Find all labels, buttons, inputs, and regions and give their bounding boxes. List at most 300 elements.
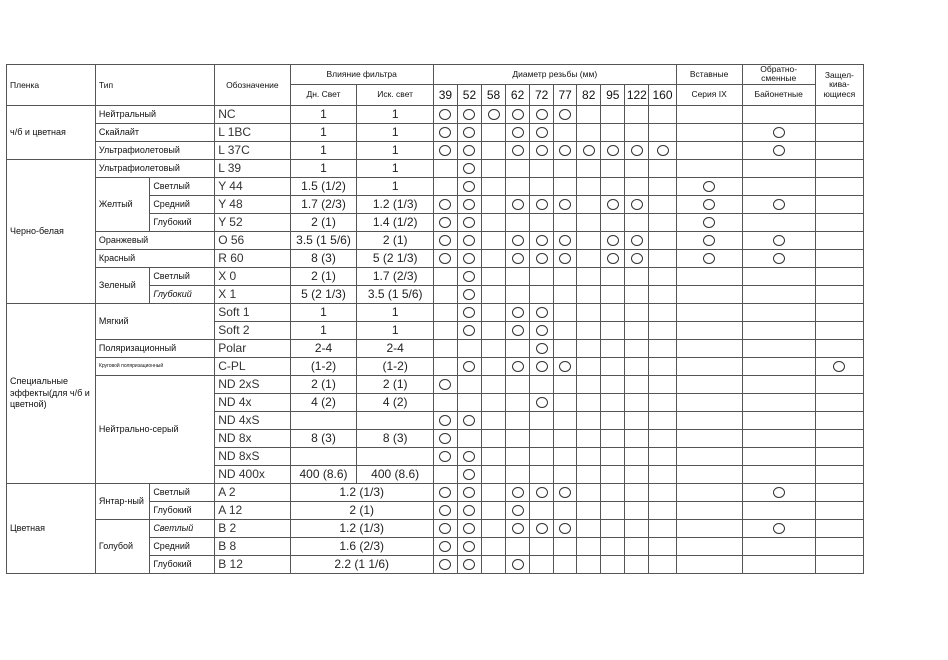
filter-type-label: Ультрафиолетовый [95, 159, 214, 177]
diameter-mark [577, 429, 601, 447]
daylight-factor: 1.5 (1/2) [290, 177, 357, 195]
availability-circle-icon [463, 145, 475, 156]
diameter-mark [649, 321, 676, 339]
latching-mark [815, 357, 863, 375]
insertable-mark [676, 339, 742, 357]
artificial-factor: 2 (1) [357, 375, 433, 393]
table-row [7, 339, 864, 357]
availability-circle-icon [463, 271, 475, 282]
diameter-mark [457, 231, 481, 249]
header-insertable: Вставные [676, 65, 742, 85]
diameter-mark [649, 465, 676, 483]
diameter-mark [625, 411, 649, 429]
bayonet-mark [742, 465, 815, 483]
designation-code: Y 52 [215, 213, 290, 231]
diameter-mark [481, 303, 505, 321]
availability-circle-icon [833, 361, 845, 372]
diameter-mark [457, 123, 481, 141]
diameter-mark [601, 465, 625, 483]
header-series: Серия IX [676, 84, 742, 105]
diameter-mark [601, 123, 625, 141]
insertable-mark [676, 555, 742, 573]
diameter-mark [481, 501, 505, 519]
availability-circle-icon [488, 109, 500, 120]
diameter-mark [625, 537, 649, 555]
diameter-mark [625, 177, 649, 195]
diameter-mark [433, 339, 457, 357]
diameter-mark [506, 537, 530, 555]
diameter-mark [481, 249, 505, 267]
insertable-mark [676, 321, 742, 339]
availability-circle-icon [773, 235, 785, 246]
diameter-mark [649, 375, 676, 393]
artificial-factor: 1 [357, 177, 433, 195]
availability-circle-icon [536, 235, 548, 246]
diameter-mark [577, 213, 601, 231]
availability-circle-icon [439, 379, 451, 390]
designation-code: ND 2xS [215, 375, 290, 393]
diameter-mark [577, 267, 601, 285]
availability-circle-icon [773, 199, 785, 210]
availability-circle-icon [439, 505, 451, 516]
designation-code: Y 48 [215, 195, 290, 213]
daylight-factor: 1 [290, 159, 357, 177]
availability-circle-icon [463, 199, 475, 210]
diameter-mark [433, 429, 457, 447]
availability-circle-icon [536, 397, 548, 408]
diameter-mark [577, 321, 601, 339]
availability-circle-icon [439, 523, 451, 534]
availability-circle-icon [463, 361, 475, 372]
diameter-mark [481, 357, 505, 375]
diameter-mark [554, 501, 577, 519]
diameter-mark [457, 249, 481, 267]
availability-circle-icon [463, 469, 475, 480]
diameter-mark [625, 159, 649, 177]
availability-circle-icon [439, 451, 451, 462]
latching-mark [815, 267, 863, 285]
diameter-mark [649, 285, 676, 303]
diameter-mark [625, 483, 649, 501]
diameter-mark [457, 519, 481, 537]
artificial-factor: 4 (2) [357, 393, 433, 411]
bayonet-mark [742, 141, 815, 159]
latching-mark [815, 141, 863, 159]
filter-factor: 1.6 (2/3) [290, 537, 433, 555]
diameter-mark [649, 411, 676, 429]
diameter-mark [506, 411, 530, 429]
availability-circle-icon [559, 523, 571, 534]
diameter-mark [530, 339, 554, 357]
diameter-mark [506, 141, 530, 159]
artificial-factor: 400 (8.6) [357, 465, 433, 483]
diameter-mark [625, 447, 649, 465]
header-film: Пленка [7, 65, 96, 106]
availability-circle-icon [512, 325, 524, 336]
diameter-mark [601, 231, 625, 249]
diameter-mark [433, 159, 457, 177]
bayonet-mark [742, 375, 815, 393]
bayonet-mark [742, 429, 815, 447]
header-designation: Обозначение [215, 65, 290, 106]
diameter-mark [625, 321, 649, 339]
insertable-mark [676, 123, 742, 141]
latching-mark [815, 177, 863, 195]
diameter-mark [506, 177, 530, 195]
diameter-mark [625, 465, 649, 483]
diameter-mark [601, 195, 625, 213]
header-bayonet: Байонетные [742, 84, 815, 105]
availability-circle-icon [439, 415, 451, 426]
artificial-factor: 1 [357, 303, 433, 321]
diameter-mark [601, 411, 625, 429]
diameter-mark [506, 519, 530, 537]
availability-circle-icon [631, 235, 643, 246]
daylight-factor: (1-2) [290, 357, 357, 375]
bayonet-mark [742, 231, 815, 249]
latching-mark [815, 411, 863, 429]
diameter-mark [457, 321, 481, 339]
diameter-header: 77 [554, 84, 577, 105]
diameter-mark [530, 123, 554, 141]
table-row [7, 123, 864, 141]
diameter-header: 58 [481, 84, 505, 105]
diameter-mark [554, 429, 577, 447]
diameter-header: 122 [625, 84, 649, 105]
latching-mark [815, 393, 863, 411]
latching-mark [815, 231, 863, 249]
diameter-mark [554, 141, 577, 159]
diameter-mark [577, 519, 601, 537]
diameter-header: 160 [649, 84, 676, 105]
availability-circle-icon [536, 307, 548, 318]
diameter-mark [481, 465, 505, 483]
daylight-factor: 2 (1) [290, 267, 357, 285]
diameter-mark [481, 285, 505, 303]
daylight-factor: 2-4 [290, 339, 357, 357]
diameter-mark [554, 177, 577, 195]
diameter-mark [601, 105, 625, 123]
bayonet-mark [742, 249, 815, 267]
filter-type-label: Нейтральный [95, 105, 214, 123]
diameter-mark [481, 213, 505, 231]
diameter-mark [433, 249, 457, 267]
insertable-mark [676, 465, 742, 483]
availability-circle-icon [463, 181, 475, 192]
designation-code: Soft 2 [215, 321, 290, 339]
table-row [7, 483, 864, 501]
designation-code: ND 4xS [215, 411, 290, 429]
diameter-mark [554, 375, 577, 393]
header-latching: Защел-кива-ющиеся [815, 65, 863, 106]
availability-circle-icon [559, 253, 571, 264]
diameter-mark [554, 231, 577, 249]
diameter-mark [481, 537, 505, 555]
diameter-mark [506, 357, 530, 375]
diameter-mark [577, 483, 601, 501]
diameter-mark [554, 483, 577, 501]
diameter-mark [433, 267, 457, 285]
artificial-factor: (1-2) [357, 357, 433, 375]
availability-circle-icon [607, 235, 619, 246]
artificial-factor: 1 [357, 105, 433, 123]
diameter-mark [554, 123, 577, 141]
availability-circle-icon [607, 199, 619, 210]
availability-circle-icon [439, 433, 451, 444]
availability-circle-icon [773, 127, 785, 138]
diameter-mark [506, 501, 530, 519]
insertable-mark [676, 501, 742, 519]
diameter-mark [577, 285, 601, 303]
diameter-mark [554, 285, 577, 303]
availability-circle-icon [439, 127, 451, 138]
availability-circle-icon [512, 109, 524, 120]
diameter-mark [577, 537, 601, 555]
filter-type-label: Желтый [95, 177, 149, 231]
filter-type-label: Оранжевый [95, 231, 214, 249]
diameter-mark [457, 303, 481, 321]
film-group-label: Цветная [7, 483, 96, 573]
filter-factor: 1.2 (1/3) [290, 519, 433, 537]
availability-circle-icon [559, 109, 571, 120]
diameter-mark [433, 105, 457, 123]
diameter-mark [530, 159, 554, 177]
diameter-mark [577, 339, 601, 357]
designation-code: B 2 [215, 519, 290, 537]
diameter-mark [506, 123, 530, 141]
diameter-mark [433, 357, 457, 375]
diameter-mark [481, 393, 505, 411]
diameter-mark [577, 105, 601, 123]
availability-circle-icon [559, 361, 571, 372]
bayonet-mark [742, 285, 815, 303]
availability-circle-icon [463, 235, 475, 246]
availability-circle-icon [703, 199, 715, 210]
availability-circle-icon [703, 217, 715, 228]
availability-circle-icon [559, 199, 571, 210]
diameter-mark [433, 141, 457, 159]
availability-circle-icon [773, 145, 785, 156]
diameter-mark [433, 555, 457, 573]
diameter-header: 62 [506, 84, 530, 105]
filter-subtype-label: Светлый [150, 177, 215, 195]
bayonet-mark [742, 519, 815, 537]
diameter-mark [506, 159, 530, 177]
diameter-mark [601, 357, 625, 375]
diameter-mark [625, 555, 649, 573]
filter-type-label: Янтар-ный [95, 483, 149, 519]
insertable-mark [676, 357, 742, 375]
diameter-mark [457, 429, 481, 447]
latching-mark [815, 213, 863, 231]
filter-type-label: Ультрафиолетовый [95, 141, 214, 159]
diameter-mark [601, 501, 625, 519]
diameter-mark [577, 357, 601, 375]
diameter-mark [506, 105, 530, 123]
diameter-mark [649, 177, 676, 195]
filter-subtype-label: Глубокий [150, 555, 215, 573]
diameter-mark [625, 339, 649, 357]
diameter-mark [554, 555, 577, 573]
diameter-mark [530, 267, 554, 285]
diameter-mark [530, 465, 554, 483]
bayonet-mark [742, 411, 815, 429]
diameter-mark [481, 267, 505, 285]
daylight-factor: 8 (3) [290, 249, 357, 267]
artificial-factor: 3.5 (1 5/6) [357, 285, 433, 303]
insertable-mark [676, 447, 742, 465]
diameter-mark [530, 195, 554, 213]
availability-circle-icon [607, 145, 619, 156]
diameter-mark [601, 321, 625, 339]
diameter-mark [649, 537, 676, 555]
diameter-mark [649, 483, 676, 501]
diameter-mark [457, 537, 481, 555]
latching-mark [815, 195, 863, 213]
diameter-mark [649, 105, 676, 123]
diameter-mark [577, 393, 601, 411]
availability-circle-icon [439, 145, 451, 156]
availability-circle-icon [512, 523, 524, 534]
bayonet-mark [742, 447, 815, 465]
diameter-mark [457, 339, 481, 357]
diameter-mark [481, 483, 505, 501]
availability-circle-icon [463, 289, 475, 300]
designation-code: L 39 [215, 159, 290, 177]
availability-circle-icon [512, 145, 524, 156]
diameter-mark [433, 447, 457, 465]
bayonet-mark [742, 555, 815, 573]
filter-type-label: Красный [95, 249, 214, 267]
diameter-mark [649, 447, 676, 465]
diameter-mark [457, 177, 481, 195]
table-row [7, 375, 864, 393]
availability-circle-icon [512, 235, 524, 246]
diameter-mark [577, 465, 601, 483]
filter-type-label: Нейтрально-серый [95, 375, 214, 483]
availability-circle-icon [463, 487, 475, 498]
latching-mark [815, 483, 863, 501]
diameter-mark [649, 159, 676, 177]
filter-subtype-label: Средний [150, 195, 215, 213]
artificial-factor: 1.2 (1/3) [357, 195, 433, 213]
diameter-mark [457, 105, 481, 123]
diameter-mark [433, 465, 457, 483]
diameter-mark [649, 195, 676, 213]
latching-mark [815, 465, 863, 483]
diameter-mark [481, 321, 505, 339]
insertable-mark [676, 483, 742, 501]
availability-circle-icon [536, 109, 548, 120]
diameter-mark [625, 357, 649, 375]
availability-circle-icon [463, 325, 475, 336]
artificial-factor: 1 [357, 159, 433, 177]
filter-factor: 2 (1) [290, 501, 433, 519]
designation-code: ND 8xS [215, 447, 290, 465]
diameter-mark [530, 141, 554, 159]
diameter-mark [530, 177, 554, 195]
diameter-mark [554, 519, 577, 537]
diameter-mark [481, 141, 505, 159]
diameter-mark [506, 213, 530, 231]
latching-mark [815, 105, 863, 123]
diameter-mark [577, 177, 601, 195]
diameter-mark [457, 195, 481, 213]
diameter-mark [625, 393, 649, 411]
availability-circle-icon [703, 235, 715, 246]
daylight-factor: 400 (8.6) [290, 465, 357, 483]
availability-circle-icon [559, 487, 571, 498]
diameter-mark [433, 231, 457, 249]
diameter-mark [601, 177, 625, 195]
insertable-mark [676, 195, 742, 213]
diameter-mark [433, 393, 457, 411]
bayonet-mark [742, 303, 815, 321]
diameter-mark [625, 375, 649, 393]
latching-mark [815, 285, 863, 303]
diameter-mark [601, 285, 625, 303]
table-row [7, 159, 864, 177]
diameter-mark [577, 249, 601, 267]
designation-code: ND 4x [215, 393, 290, 411]
diameter-mark [601, 267, 625, 285]
diameter-mark [530, 375, 554, 393]
designation-code: Soft 1 [215, 303, 290, 321]
diameter-mark [554, 249, 577, 267]
availability-circle-icon [463, 415, 475, 426]
diameter-mark [649, 249, 676, 267]
diameter-mark [530, 105, 554, 123]
diameter-mark [457, 447, 481, 465]
daylight-factor [290, 411, 357, 429]
diameter-mark [601, 249, 625, 267]
diameter-mark [554, 537, 577, 555]
diameter-mark [601, 429, 625, 447]
availability-circle-icon [512, 307, 524, 318]
diameter-mark [481, 159, 505, 177]
bayonet-mark [742, 501, 815, 519]
insertable-mark [676, 141, 742, 159]
availability-circle-icon [439, 487, 451, 498]
availability-circle-icon [463, 307, 475, 318]
diameter-mark [625, 267, 649, 285]
diameter-mark [457, 483, 481, 501]
diameter-mark [649, 429, 676, 447]
diameter-mark [433, 519, 457, 537]
latching-mark [815, 429, 863, 447]
availability-circle-icon [512, 253, 524, 264]
diameter-mark [554, 195, 577, 213]
availability-circle-icon [773, 487, 785, 498]
diameter-header: 72 [530, 84, 554, 105]
availability-circle-icon [631, 253, 643, 264]
bayonet-mark [742, 177, 815, 195]
diameter-mark [481, 411, 505, 429]
designation-code: O 56 [215, 231, 290, 249]
availability-circle-icon [559, 145, 571, 156]
insertable-mark [676, 303, 742, 321]
diameter-mark [530, 249, 554, 267]
diameter-mark [577, 303, 601, 321]
diameter-mark [554, 339, 577, 357]
diameter-mark [457, 375, 481, 393]
insertable-mark [676, 177, 742, 195]
diameter-mark [625, 429, 649, 447]
film-group-label: ч/б и цветная [7, 105, 96, 159]
diameter-mark [530, 519, 554, 537]
latching-mark [815, 375, 863, 393]
diameter-mark [481, 123, 505, 141]
